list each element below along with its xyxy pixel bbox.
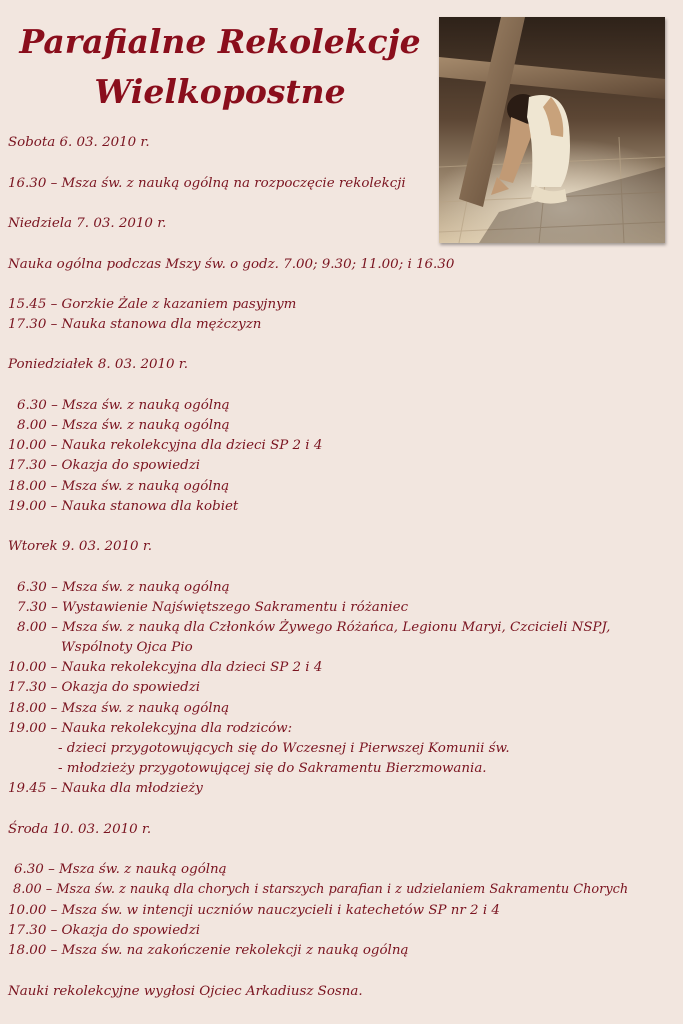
schedule-entry: 18.00 – Msza św. z nauką ogólną <box>8 701 230 716</box>
schedule-entry: 7.30 – Wystawienie Najświętszego Sakramentu i różaniec <box>17 600 409 615</box>
schedule-entry: 17.30 – Okazja do spowiedzi <box>8 923 201 938</box>
schedule-entry: Nauka ogólna podczas Mszy św. o godz. 7.00; 9.30; 11.00; i 16.30 <box>8 257 455 272</box>
schedule-entry: 18.00 – Msza św. na zakończenie rekolekcji z nauką ogólną <box>8 943 409 958</box>
page-title-line-1: Parafialne Rekolekcje <box>19 22 421 61</box>
schedule-entry: 10.00 – Msza św. w intencji uczniów nauczycieli i katechetów SP nr 2 i 4 <box>8 903 500 918</box>
day-heading-monday: Poniedziałek 8. 03. 2010 r. <box>8 357 188 372</box>
day-heading-saturday: Sobota 6. 03. 2010 r. <box>8 135 150 150</box>
schedule-entry: 8.00 – Msza św. z nauką dla Członków Żywego Różańca, Legionu Maryi, Czcicieli NSPJ, <box>17 620 611 635</box>
jesus-carrying-cross-image <box>439 17 665 243</box>
schedule-entry: 18.00 – Msza św. z nauką ogólną <box>8 479 230 494</box>
schedule-entry: 10.00 – Nauka rekolekcyjna dla dzieci SP 2 i 4 <box>8 660 323 675</box>
day-heading-sunday: Niedziela 7. 03. 2010 r. <box>8 216 167 231</box>
day-heading-wednesday: Środa 10. 03. 2010 r. <box>8 822 152 837</box>
schedule-entry: 6.30 – Msza św. z nauką ogólną <box>14 862 227 877</box>
day-heading-tuesday: Wtorek 9. 03. 2010 r. <box>8 539 153 554</box>
schedule-entry-continuation: Wspólnoty Ojca Pio <box>61 640 193 655</box>
closing-note: Nauki rekolekcyjne wygłosi Ojciec Arkadiusz Sosna. <box>8 984 363 999</box>
schedule-entry: 16.30 – Msza św. z nauką ogólną na rozpoczęcie rekolekcji <box>8 176 406 191</box>
schedule-entry: 19.00 – Nauka stanowa dla kobiet <box>8 499 239 514</box>
schedule-entry: 8.00 – Msza św. z nauką ogólną <box>17 418 230 433</box>
schedule-entry: 6.30 – Msza św. z nauką ogólną <box>17 398 230 413</box>
schedule-entry: 6.30 – Msza św. z nauką ogólną <box>17 580 230 595</box>
schedule-entry: 15.45 – Gorzkie Żale z kazaniem pasyjnym <box>8 297 297 312</box>
page-title-line-2: Wielkopostne <box>94 72 346 111</box>
schedule-entry: 19.00 – Nauka rekolekcyjna dla rodziców: <box>8 721 293 736</box>
schedule-entry: 17.30 – Okazja do spowiedzi <box>8 680 201 695</box>
painting-icon <box>439 17 665 243</box>
schedule-entry: 17.30 – Nauka stanowa dla mężczyzn <box>8 317 262 332</box>
schedule-sub-entry: - młodzieży przygotowującej się do Sakramentu Bierzmowania. <box>58 761 487 776</box>
schedule-sub-entry: - dzieci przygotowujących się do Wczesnej i Pierwszej Komunii św. <box>58 741 510 756</box>
schedule-entry: 10.00 – Nauka rekolekcyjna dla dzieci SP 2 i 4 <box>8 438 323 453</box>
schedule-entry: 8.00 – Msza św. z nauką dla chorych i starszych parafian i z udzielaniem Sakramentu Chorych <box>13 882 629 897</box>
schedule-entry: 19.45 – Nauka dla młodzieży <box>8 781 203 796</box>
schedule-entry: 17.30 – Okazja do spowiedzi <box>8 458 201 473</box>
